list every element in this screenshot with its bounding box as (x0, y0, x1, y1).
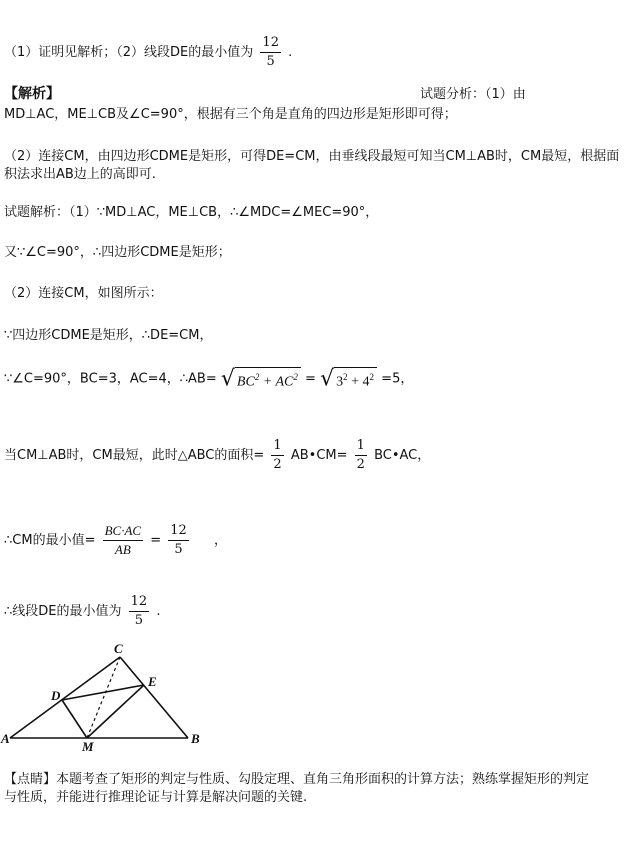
comment-line-1: 【点睛】本题考查了矩形的判定与性质、勾股定理、直角三角形面积的计算方法；熟练掌握矩形的判定 (4, 772, 590, 787)
area-middle: AB•CM= (290, 448, 348, 463)
half-fraction-1: $\frac{1}{2}$ (273, 438, 282, 472)
label-e: E (148, 674, 157, 689)
triangle-figure (0, 640, 230, 755)
solution-line-1: 试题解析：（1）∵MD⊥AC，ME⊥CB，∴∠MDC=∠MEC=90°， (4, 205, 379, 220)
label-b: B (191, 731, 200, 746)
analysis-line-2: MD⊥AC，ME⊥CB及∠C=90°，根据有三个角是直角的四边形是矩形即可得； (4, 107, 457, 122)
de-min-prefix: ∴线段DE的最小值为 (4, 604, 122, 619)
analysis-line-4: 积法求出AB边上的高即可. (4, 167, 156, 182)
pythagoras-prefix: ∵∠C=90°，BC=3，AC=4，∴AB= (4, 371, 217, 387)
answer-line (4, 34, 292, 71)
cm-comma: ， (213, 533, 227, 548)
answer-text: （1）证明见解析；（2）线段DE的最小值为 (4, 45, 254, 60)
solution-line-8 (4, 593, 160, 630)
analysis-heading: 【解析】 (4, 86, 60, 102)
analysis-line-3: （2）连接CM，由四边形CDME是矩形，可得DE=CM，由垂线段最短可知当CM⊥AB时，CM最短，根据面 (4, 149, 620, 164)
comment-line-2: 与性质，并能进行推理论证与计算是解决问题的关键. (4, 790, 308, 805)
pythagoras-result: =5， (381, 371, 414, 387)
answer-fraction (260, 34, 281, 71)
analysis-intro: 试题分析：（1）由 (420, 87, 526, 102)
solution-line-2: 又∵∠C=90°，∴四边形CDME是矩形； (4, 245, 231, 260)
segment-dm (62, 700, 87, 738)
sqrt-bc-ac: √ $BC^2 + AC^2$ (221, 367, 301, 391)
label-d: D (51, 688, 61, 703)
cm-eq: = (150, 533, 162, 548)
label-a: A (1, 731, 10, 746)
solution-line-4: ∵四边形CDME是矩形，∴DE=CM， (4, 328, 213, 343)
label-c: C (114, 641, 123, 656)
area-suffix: BC•AC， (374, 448, 431, 463)
answer-numerator: 12 (260, 34, 281, 53)
solution-line-7 (4, 522, 227, 559)
de-value-fraction: $\frac{12}{5}$ (130, 594, 148, 628)
sqrt-3-4: √ $3^2 + 4^2$ (320, 367, 377, 391)
pythagoras-eq-1: = (305, 371, 316, 387)
cm-value-fraction: $\frac{12}{5}$ (170, 523, 187, 557)
cm-min-prefix: ∴CM的最小值= (4, 533, 96, 548)
label-m: M (82, 739, 94, 754)
solution-line-6 (4, 437, 430, 474)
answer-end: . (288, 45, 293, 60)
half-fraction-2: $\frac{1}{2}$ (356, 438, 365, 472)
de-min-end: . (156, 604, 161, 619)
solution-line-3: （2）连接CM，如图所示： (4, 286, 163, 301)
answer-denominator: 5 (266, 54, 275, 69)
area-prefix: 当CM⊥AB时，CM最短，此时△ABC的面积= (4, 448, 265, 463)
segment-em (87, 685, 144, 738)
solution-line-5 (4, 367, 413, 391)
cm-fraction: $\frac{BC\cdot AC}{AB}$ (104, 523, 142, 557)
